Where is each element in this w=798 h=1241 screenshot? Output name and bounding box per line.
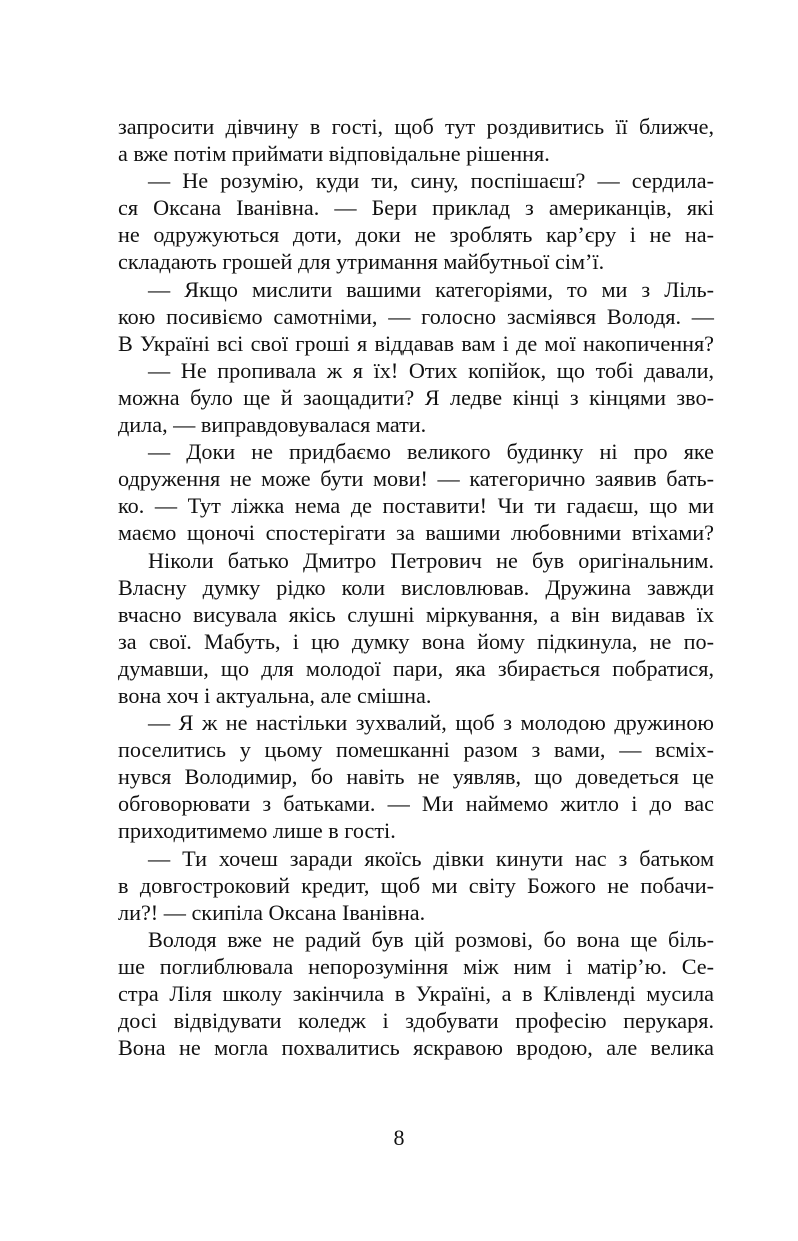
text-line: нувся Володимир, бо навіть не уявляв, що доведеться це <box>118 764 714 790</box>
text-line: дила, — виправдовувалася мати. <box>118 412 427 438</box>
text-line: ко. — Тут ліжка нема де поставити! Чи ти гадаєш, що ми <box>118 493 714 519</box>
page-body <box>118 113 714 1241</box>
text-line: Вона не могла похвалитись яскравою вродою, але велика <box>118 1035 714 1061</box>
text-line: складають грошей для утримання майбутньої сім’ї. <box>118 249 605 275</box>
text-line: Власну думку рідко коли висловлював. Дружина завжди <box>118 574 714 600</box>
text-line: приходитимемо лише в гості. <box>118 818 396 844</box>
text-line: вчасно висувала якісь слушні міркування, а він видавав їх <box>118 601 714 627</box>
text-line: маємо щоночі спостерігати за вашими любовними втіхами? <box>118 520 714 546</box>
text-line: за свої. Мабуть, і цю думку вона йому підкинула, не по- <box>118 628 714 654</box>
text-line: ше поглиблювала непорозуміння між ним і матір’ю. Се- <box>118 953 714 979</box>
text-line: не одружуються доти, доки не зроблять кар’єру і не на- <box>118 222 714 248</box>
text-line: в довгостроковий кредит, щоб ми світу Божого не побачи- <box>118 872 714 898</box>
text-line: одруження не може бути мови! — категорично заявив бать- <box>118 466 714 492</box>
text-line: — Доки не придбаємо великого будинку ні про яке <box>148 439 714 465</box>
text-line: а вже потім приймати відповідальне рішення. <box>118 141 550 167</box>
text-line: — Якщо мислити вашими категоріями, то ми з Ліль- <box>148 276 714 302</box>
text-line: Володя вже не радий був цій розмові, бо вона ще біль- <box>148 926 714 952</box>
text-line: кою посивіємо самотніми, — голосно засміявся Володя. — <box>118 303 714 329</box>
text-line: — Не розумію, куди ти, сину, поспішаєш? — сердила- <box>148 168 714 194</box>
text-line: ли?! — скипіла Оксана Іванівна. <box>118 899 426 925</box>
text-line: Ніколи батько Дмитро Петрович не був оригінальним. <box>148 547 714 573</box>
text-line: — Не пропивала ж я їх! Отих копійок, що тобі давали, <box>148 357 714 383</box>
text-line: можна було ще й заощадити? Я ледве кінці з кінцями зво- <box>118 384 714 410</box>
text-line: досі відвідувати коледж і здобувати професію перукаря. <box>118 1008 714 1034</box>
text-line: думавши, що для молодої пари, яка збирається побратися, <box>118 655 714 681</box>
text-line: обговорювати з батьками. — Ми наймемо житло і до вас <box>118 791 714 817</box>
text-line: — Ти хочеш заради якоїсь дівки кинути нас з батьком <box>148 845 714 871</box>
page-number: 8 <box>393 1125 405 1150</box>
text-line: вона хоч і актуальна, але смішна. <box>118 682 432 708</box>
text-line: стра Ліля школу закінчила в Україні, а в Клівленді мусила <box>118 981 714 1006</box>
text-line: поселитись у цьому помешканні разом з вами, — всміх- <box>118 737 714 763</box>
text-line: ся Оксана Іванівна. — Бери приклад з американців, які <box>118 195 714 221</box>
text-line: В Україні всі свої гроші я віддавав вам і де мої накопичення? <box>118 330 714 356</box>
text-line: — Я ж не настільки зухвалий, щоб з молодою дружиною <box>148 710 714 736</box>
text-line: запросити дівчину в гості, щоб тут роздивитись її ближче, <box>118 114 714 139</box>
